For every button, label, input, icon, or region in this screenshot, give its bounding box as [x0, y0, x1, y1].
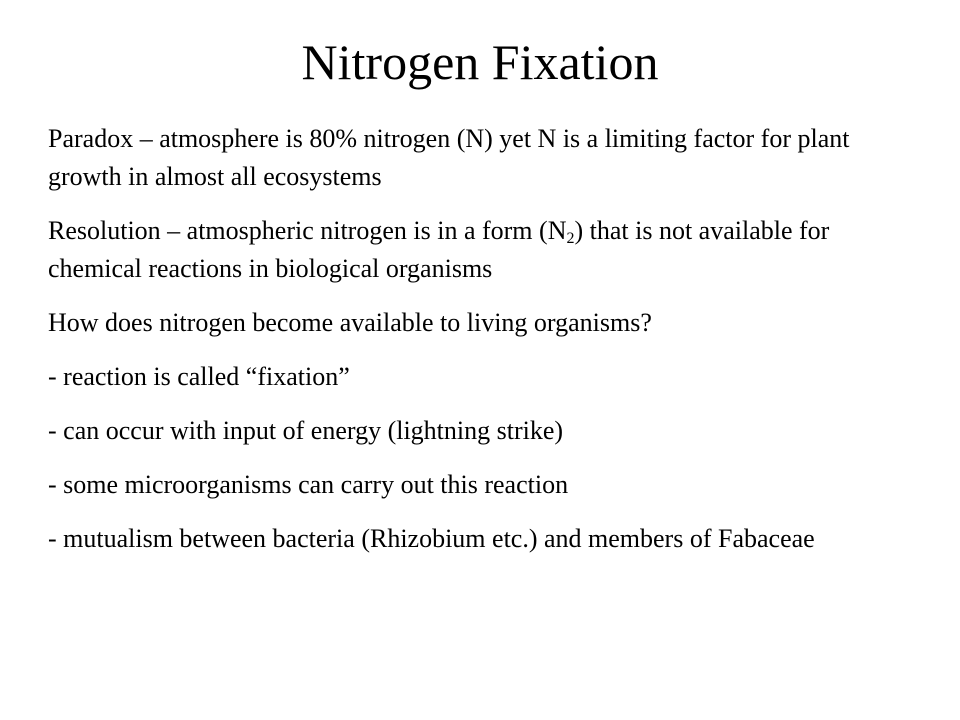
paradox-paragraph: Paradox – atmosphere is 80% nitrogen (N) yet N is a limiting factor for plant growth in almost all ecosystems [48, 124, 850, 191]
resolution-paragraph [48, 212, 918, 288]
n2-subscript: 2 [566, 230, 575, 247]
slide-body [48, 120, 918, 574]
bullet-mutualism: - mutualism between bacteria (Rhizobium etc.) and members of Fabaceae [48, 524, 815, 553]
slide-title: Nitrogen Fixation [301, 34, 659, 90]
bullet-microorganisms: - some microorganisms can carry out this reaction [48, 470, 569, 499]
bullet-lightning: - can occur with input of energy (lightning strike) [48, 416, 564, 445]
bullet-fixation: - reaction is called “fixation” [48, 362, 350, 391]
resolution-text-after: ) that is not available for chemical reactions in biological organisms [48, 216, 830, 283]
resolution-text-before: Resolution – atmospheric nitrogen is in a form (N [48, 216, 567, 245]
question-paragraph: How does nitrogen become available to living organisms? [48, 308, 652, 337]
